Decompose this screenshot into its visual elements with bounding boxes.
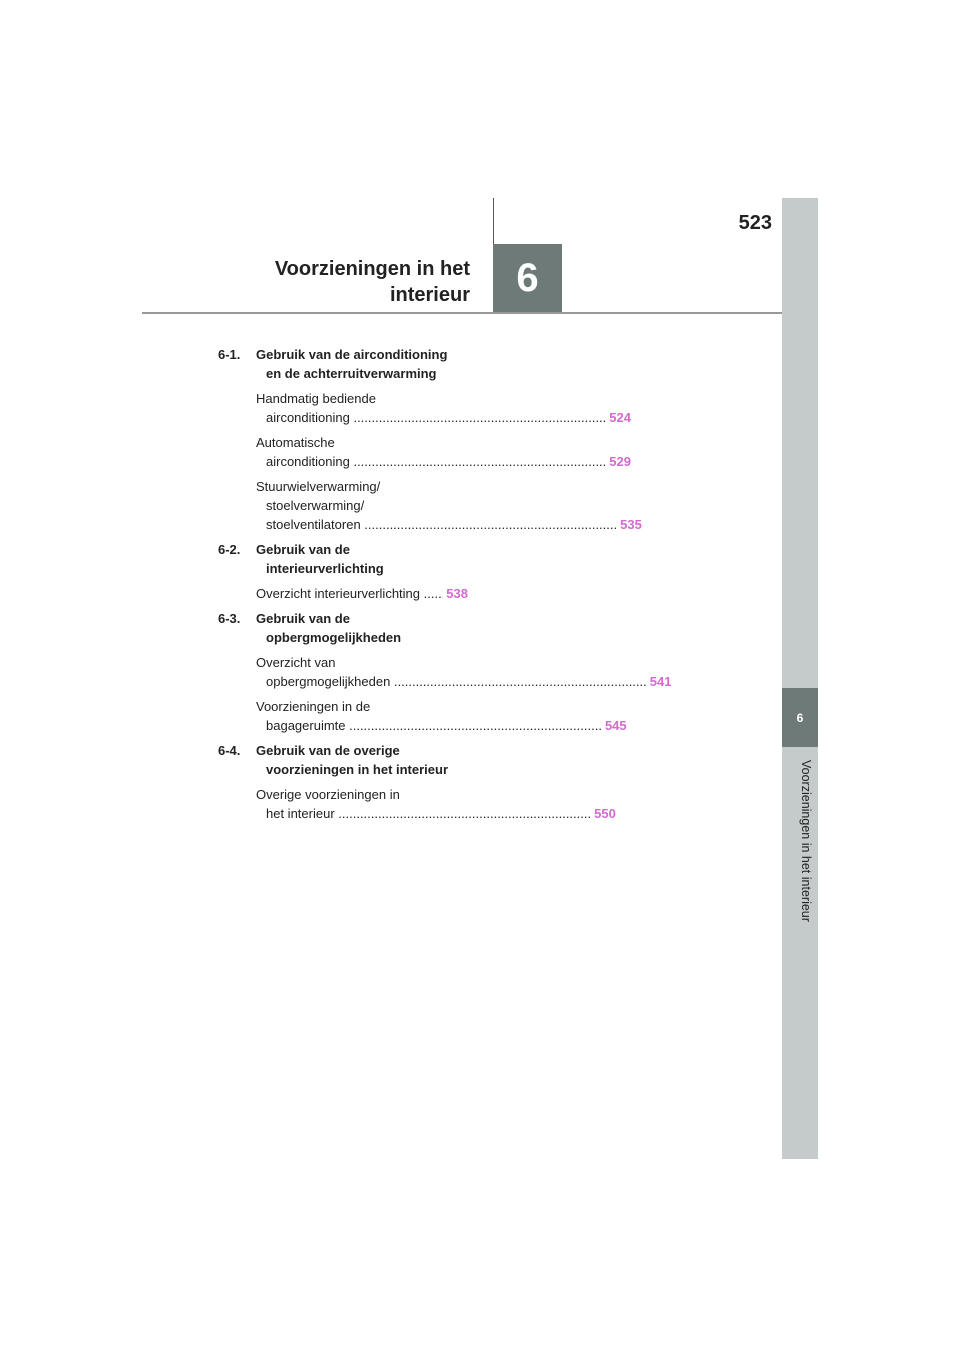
page-link[interactable]: 535 — [620, 517, 642, 532]
section-title: Gebruik van de overige voorzieningen in het interieur — [256, 743, 449, 777]
toc-entry-other[interactable]: Overige voorzieningen in het interieur ..... 550 — [256, 785, 468, 823]
page-link[interactable]: 538 — [446, 586, 468, 601]
chapter-title — [200, 256, 470, 308]
toc-section-6-2 — [218, 540, 468, 578]
toc-entry-interior-lights[interactable]: Overzicht interieurverlichting ..... 538 — [256, 584, 468, 603]
section-number: 6-4. — [218, 743, 241, 758]
section-title: Gebruik van de opbergmogelijkheden — [256, 611, 402, 645]
side-thumb-tab — [782, 198, 818, 1159]
toc-entry-manual-ac[interactable]: Handmatig bediende airconditioning ..... 524 — [256, 389, 468, 427]
page-link[interactable]: 529 — [609, 454, 631, 469]
page-link[interactable]: 545 — [604, 718, 627, 733]
table-of-contents — [218, 345, 672, 829]
toc-section-6-4 — [218, 741, 468, 779]
section-number: 6-2. — [218, 542, 241, 557]
page-number: 523 — [738, 212, 772, 234]
toc-entry-storage[interactable]: Overzicht van opbergmogelijkheden ..... 541 — [256, 653, 468, 691]
side-tab-label: Voorzieningen in het interieur — [799, 760, 813, 922]
section-number: 6-1. — [218, 347, 241, 362]
section-title: Gebruik van de airconditioning en de achterruitverwarming — [256, 347, 448, 381]
toc-entry-heating[interactable]: Stuurwielverwarming/ stoelverwarming/ stoelventilatoren ..... 535 — [256, 477, 468, 534]
header-divider-vertical — [493, 198, 494, 244]
page-link[interactable]: 541 — [649, 674, 672, 689]
chapter-title-line1: Voorzieningen in het — [274, 258, 470, 280]
header-divider-horizontal — [142, 312, 782, 314]
page-link[interactable]: 524 — [609, 410, 631, 425]
chapter-number-box: 6 — [493, 244, 562, 312]
toc-entry-auto-ac[interactable]: Automatische airconditioning ..... 529 — [256, 433, 468, 471]
page-link[interactable]: 550 — [594, 806, 616, 821]
side-tab-number: 6 — [782, 688, 818, 747]
section-title: Gebruik van de interieurverlichting — [256, 542, 384, 576]
chapter-title-line2: interieur — [389, 284, 470, 306]
toc-section-6-3 — [218, 609, 468, 647]
toc-entry-luggage[interactable]: Voorzieningen in de bagageruimte ..... 545 — [256, 697, 468, 735]
toc-section-6-1 — [218, 345, 468, 383]
section-number: 6-3. — [218, 611, 241, 626]
